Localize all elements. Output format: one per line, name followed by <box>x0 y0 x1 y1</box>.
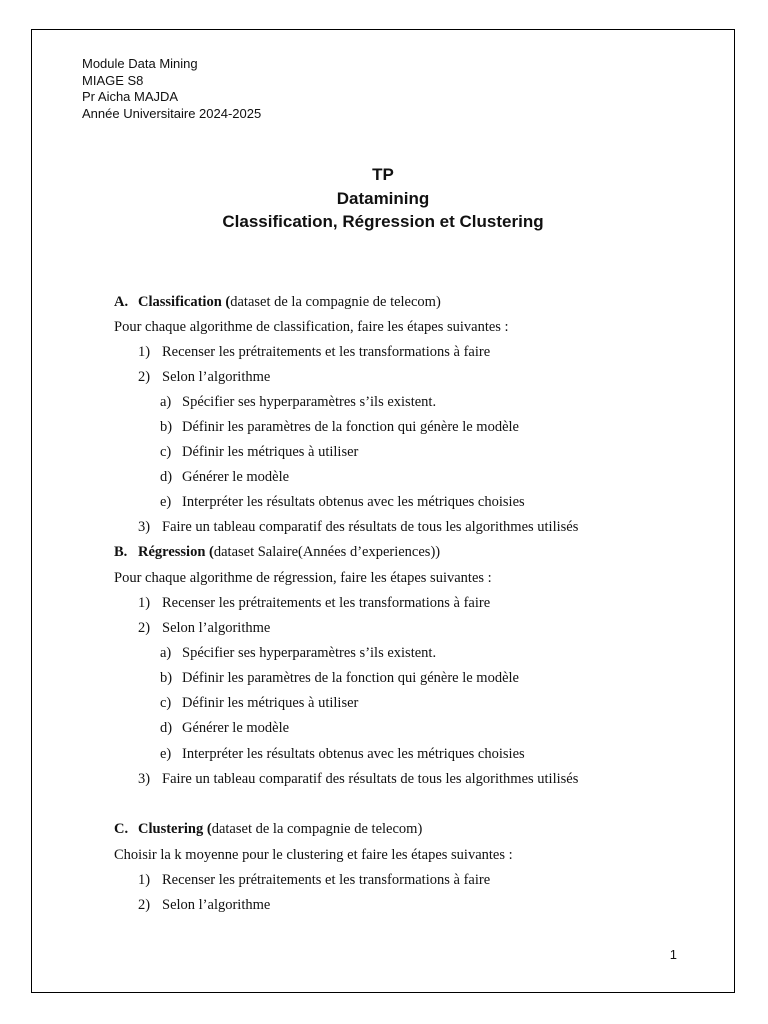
section-c-step-1 <box>138 870 490 890</box>
section-a-substep-d <box>160 467 289 487</box>
section-c-dataset: dataset de la compagnie de telecom) <box>211 821 423 837</box>
step-text: Faire un tableau comparatif des résultats de tous les algorithmes utilisés <box>162 771 579 787</box>
header-professor: Pr Aicha MAJDA <box>82 89 179 104</box>
section-a-substep-b <box>160 417 519 437</box>
section-a-dataset: dataset de la compagnie de telecom) <box>230 294 441 310</box>
section-c-heading <box>114 819 422 839</box>
substep-text: Spécifier ses hyperparamètres s’ils existent. <box>182 394 437 410</box>
section-b-intro: Pour chaque algorithme de régression, faire les étapes suivantes : <box>114 570 492 586</box>
step-text: Selon l’algorithme <box>162 369 271 385</box>
section-b-substep-a <box>160 643 436 663</box>
section-a-intro: Pour chaque algorithme de classification, faire les étapes suivantes : <box>114 319 509 335</box>
substep-letter: d) <box>160 720 173 736</box>
step-number: 2) <box>138 369 151 385</box>
section-b-letter: B. <box>114 544 128 560</box>
section-b-step-3 <box>138 769 578 789</box>
section-b-heading <box>114 542 440 562</box>
substep-text: Définir les métriques à utiliser <box>182 695 359 711</box>
title-tp: TP <box>372 165 394 184</box>
step-text: Selon l’algorithme <box>162 897 271 913</box>
step-number: 3) <box>138 771 151 787</box>
substep-text: Interpréter les résultats obtenus avec les métriques choisies <box>182 494 525 510</box>
section-a-substep-e <box>160 492 525 512</box>
step-number: 1) <box>138 344 151 360</box>
page-number: 1 <box>669 947 677 962</box>
section-a-step-2 <box>138 367 270 387</box>
section-a-heading <box>114 292 441 312</box>
substep-letter: a) <box>160 394 172 410</box>
step-text: Selon l’algorithme <box>162 620 271 636</box>
substep-text: Définir les paramètres de la fonction qui génère le modèle <box>182 670 519 686</box>
section-b-step-1 <box>138 593 490 613</box>
document-title <box>32 163 734 234</box>
substep-text: Générer le modèle <box>182 720 290 736</box>
section-a-substep-a <box>160 392 436 412</box>
substep-text: Interpréter les résultats obtenus avec les métriques choisies <box>182 746 525 762</box>
section-b-substep-d <box>160 718 289 738</box>
section-c-name: Clustering ( <box>138 821 212 837</box>
step-text: Recenser les prétraitements et les transformations à faire <box>162 344 491 360</box>
substep-text: Spécifier ses hyperparamètres s’ils existent. <box>182 645 437 661</box>
substep-letter: b) <box>160 670 173 686</box>
substep-text: Définir les métriques à utiliser <box>182 444 359 460</box>
step-number: 1) <box>138 595 151 611</box>
substep-letter: a) <box>160 645 172 661</box>
section-a-name: Classification ( <box>138 294 231 310</box>
section-a-letter: A. <box>114 294 129 310</box>
section-c-letter: C. <box>114 821 129 837</box>
step-number: 3) <box>138 519 151 535</box>
title-datamining: Datamining <box>336 188 430 208</box>
header-year: Année Universitaire 2024-2025 <box>82 105 262 121</box>
section-b-substep-c <box>160 693 358 713</box>
step-number: 1) <box>138 872 151 888</box>
substep-letter: e) <box>160 494 172 510</box>
substep-letter: c) <box>160 444 172 460</box>
section-a-substep-c <box>160 442 358 462</box>
step-text: Recenser les prétraitements et les transformations à faire <box>162 595 491 611</box>
section-b-step-2 <box>138 618 270 638</box>
step-text: Faire un tableau comparatif des résultats de tous les algorithmes utilisés <box>162 519 579 535</box>
section-a-step-1 <box>138 342 490 362</box>
substep-letter: e) <box>160 746 172 762</box>
section-a-step-3 <box>138 517 578 537</box>
section-b-substep-e <box>160 744 525 764</box>
document-page <box>31 29 735 993</box>
title-topics: Classification, Régression et Clustering <box>222 212 544 231</box>
document-header <box>82 56 261 122</box>
section-c-step-2 <box>138 895 270 915</box>
section-b-name: Régression ( <box>138 544 214 560</box>
header-program: MIAGE S8 <box>82 72 144 88</box>
step-text: Recenser les prétraitements et les transformations à faire <box>162 872 491 888</box>
substep-letter: d) <box>160 469 173 485</box>
section-b-substep-b <box>160 668 519 688</box>
header-module: Module Data Mining <box>82 56 198 71</box>
substep-letter: c) <box>160 695 172 711</box>
substep-text: Définir les paramètres de la fonction qui génère le modèle <box>182 419 519 435</box>
step-number: 2) <box>138 620 151 636</box>
section-c-intro: Choisir la k moyenne pour le clustering et faire les étapes suivantes : <box>114 847 513 863</box>
substep-text: Générer le modèle <box>182 469 290 485</box>
substep-letter: b) <box>160 419 173 435</box>
step-number: 2) <box>138 897 151 913</box>
section-b-dataset: dataset Salaire(Années d’experiences)) <box>213 544 441 560</box>
